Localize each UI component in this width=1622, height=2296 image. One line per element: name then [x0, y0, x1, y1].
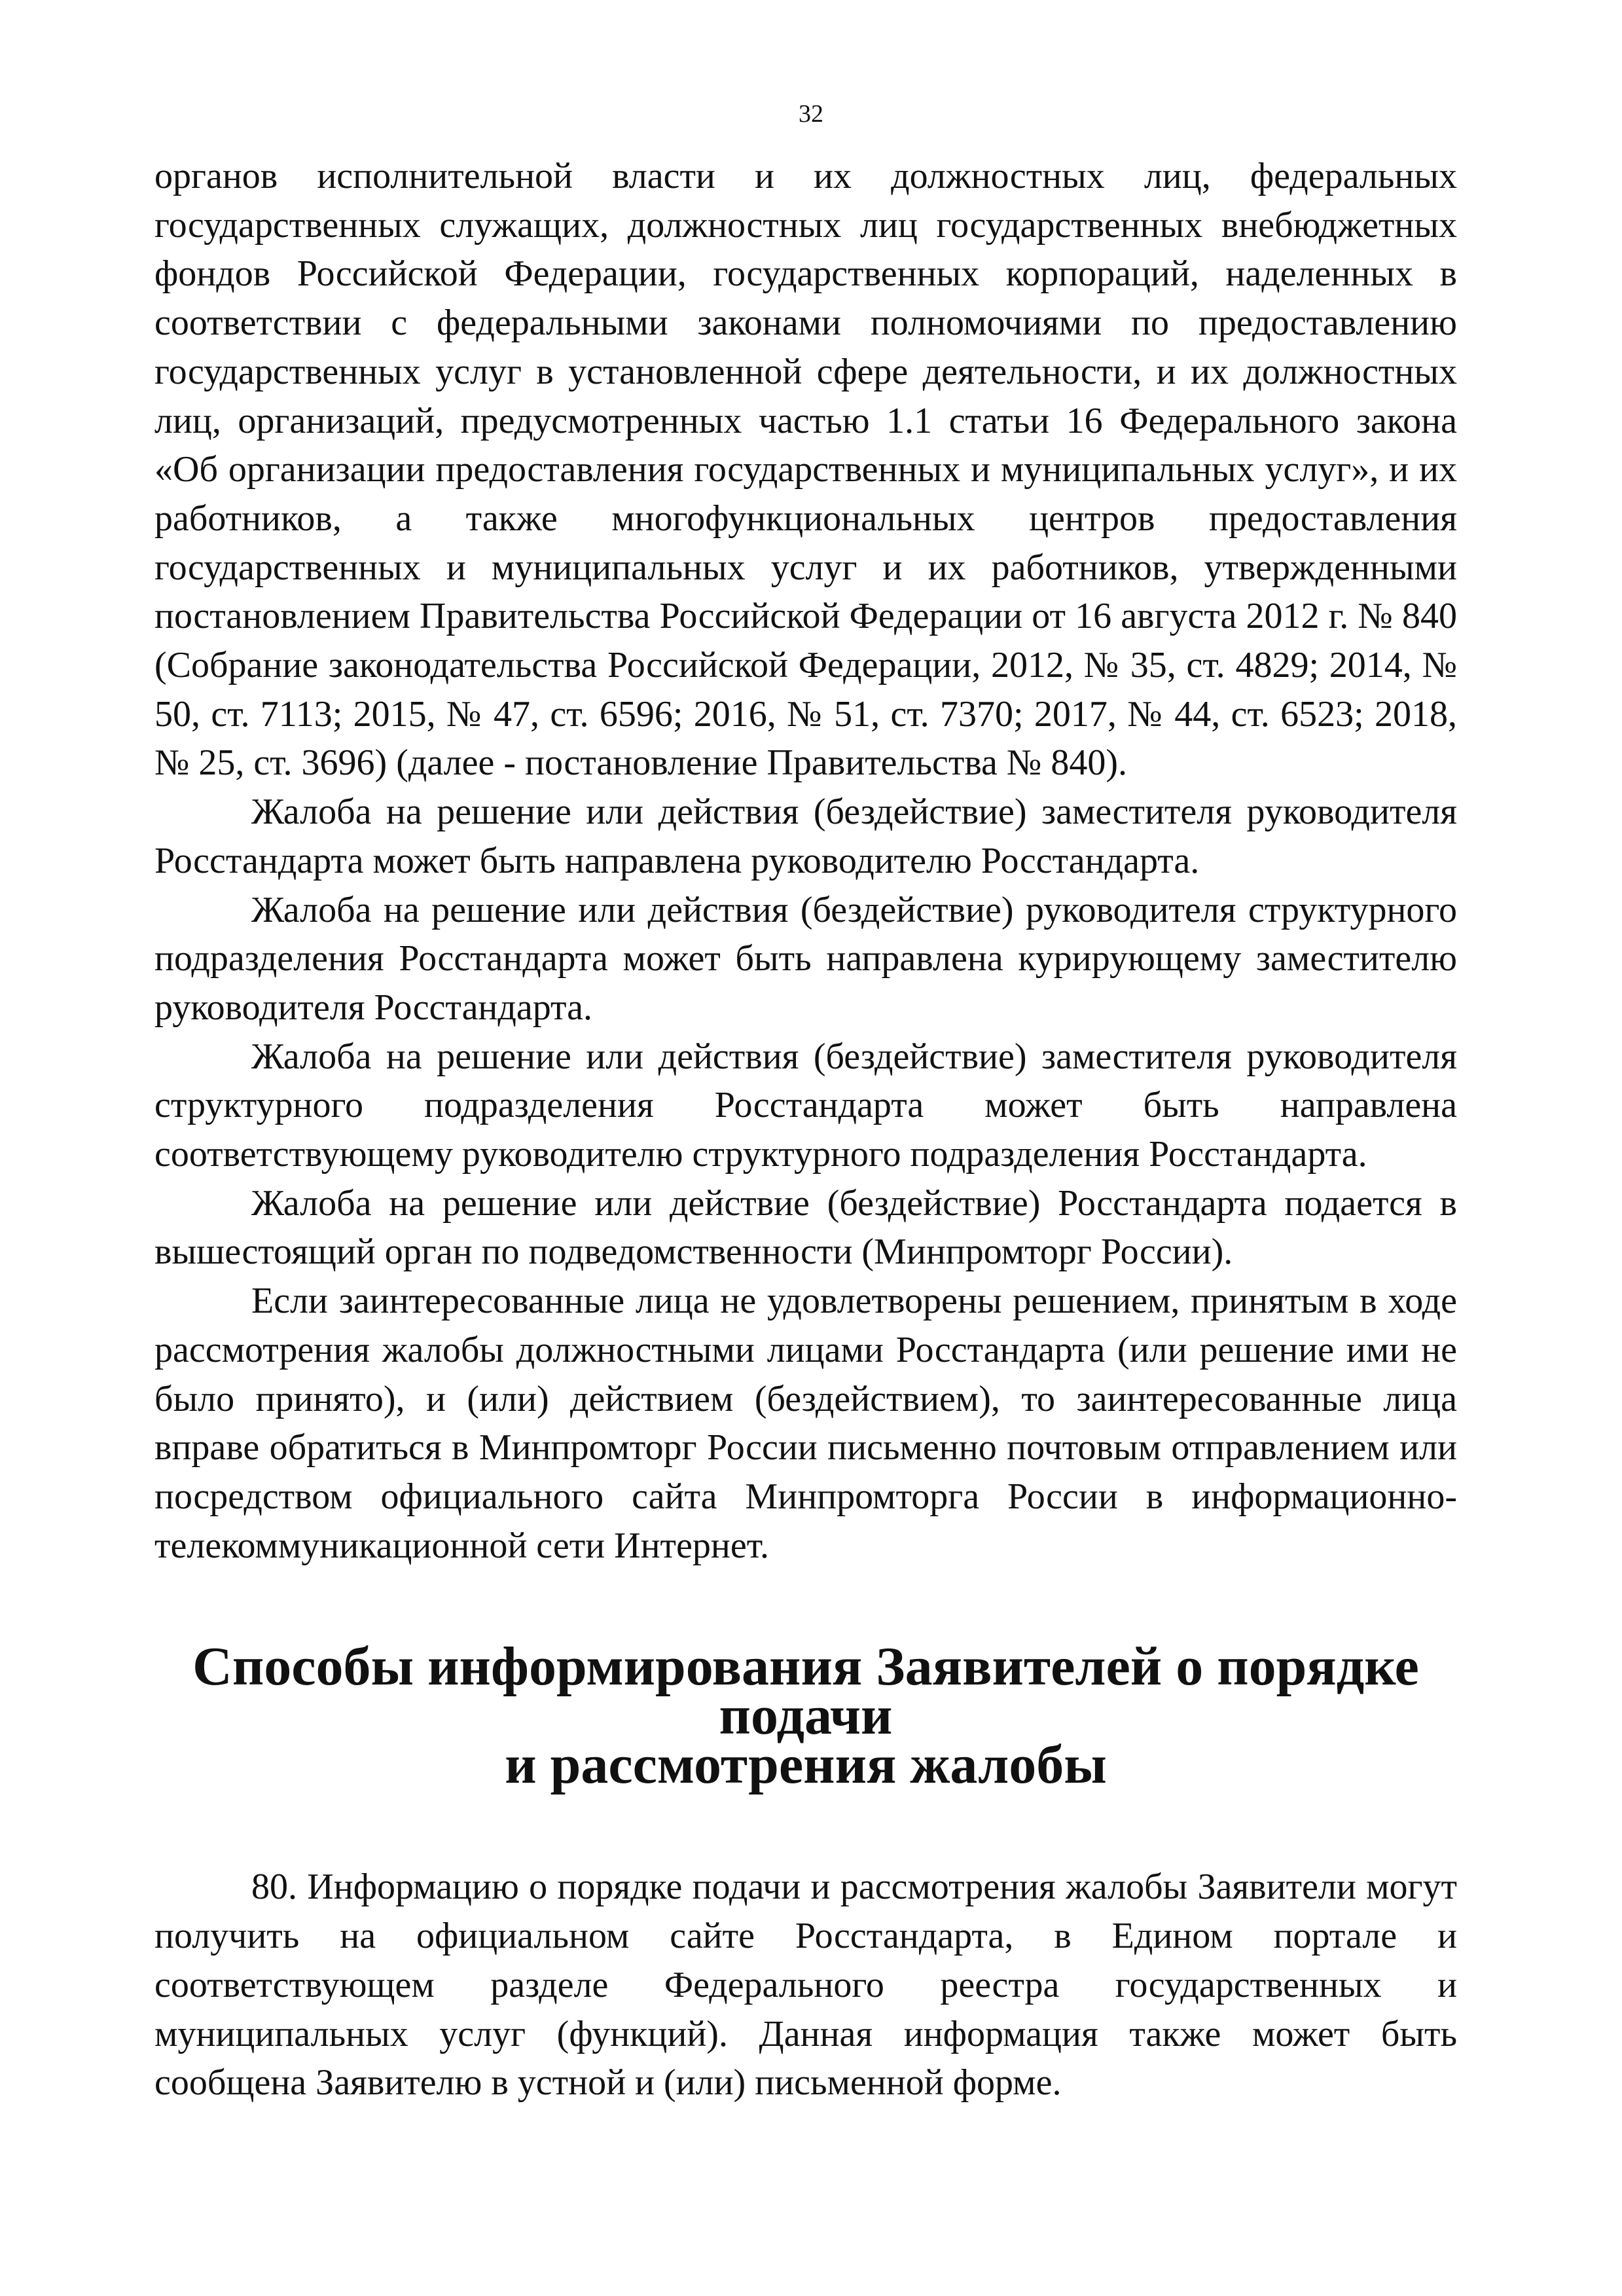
document-body: [154, 152, 1457, 2107]
paragraph-item-80: 80. Информацию о порядке подачи и рассмотрения жалобы Заявители могут получить на официальном сайте Росстандарта, в Едином портале и соответствующем разделе Федерального реестра государственных и муниципальных услуг (функций). Данная информация также может быть сообщена Заявителю в устной и (или) письменной форме.: [154, 1867, 1457, 2104]
paragraph-continuation: органов исполнительной власти и их должностных лиц, федеральных государственных служащих, должностных лиц государственных внебюджетных фондов Российской Федерации, государственных корпораций, наделенных в соответствии с федеральными законами полномочиями по предоставлению государственных услуг в установленной сфере деятельности, и их должностных лиц, организаций, предусмотренных частью 1.1 статьи 16 Федерального закона «Об организации предоставления государственных и муниципальных услуг», и их работников, а также многофункциональных центров предоставления государственных и муниципальных услуг и их работников, утвержденными постановлением Правительства Российской Федерации от 16 августа 2012 г. № 840 (Собрание законодательства Российской Федерации, 2012, № 35, ст. 4829; 2014, № 50, ст. 7113; 2015, № 47, ст. 6596; 2016, № 51, ст. 7370; 2017, № 44, ст. 6523; 2018, № 25, ст. 3696) (далее - постановление Правительства № 840).: [154, 156, 1457, 784]
section-heading-line-2: и рассмотрения жалобы: [505, 1734, 1107, 1796]
paragraph-appeal-ministry: Если заинтересованные лица не удовлетворены решением, принятым в ходе рассмотрения жалобы должностными лицами Росстандарта (или решение ими не было принято), и (или) действием (бездействием), то заинтересованные лица вправе обратиться в Минпромторг России письменно почтовым отправлением или посредством официального сайта Минпромторга России в информационно-телекоммуникационной сети Интернет.: [154, 1281, 1457, 1566]
section-heading: [154, 1636, 1457, 1796]
paragraph-complaint-deputy-head: Жалоба на решение или действия (бездействие) заместителя руководителя Росстандарта может быть направлена руководителю Росстандарта.: [154, 792, 1457, 881]
section-heading-line-1: Способы информирования Заявителей о порядке подачи: [192, 1636, 1419, 1747]
page-number: 32: [799, 100, 823, 128]
paragraph-complaint-division-head: Жалоба на решение или действия (бездействие) руководителя структурного подразделения Росстандарта может быть направлена курирующему заместителю руководителя Росстандарта.: [154, 889, 1457, 1028]
paragraph-complaint-division-deputy: Жалоба на решение или действия (бездействие) заместителя руководителя структурного подразделения Росстандарта может быть направлена соответствующему руководителю структурного подразделения Росстандарта.: [154, 1036, 1457, 1175]
paragraph-complaint-agency: Жалоба на решение или действие (бездействие) Росстандарта подается в вышестоящий орган по подведомственности (Минпромторг России).: [154, 1182, 1457, 1273]
